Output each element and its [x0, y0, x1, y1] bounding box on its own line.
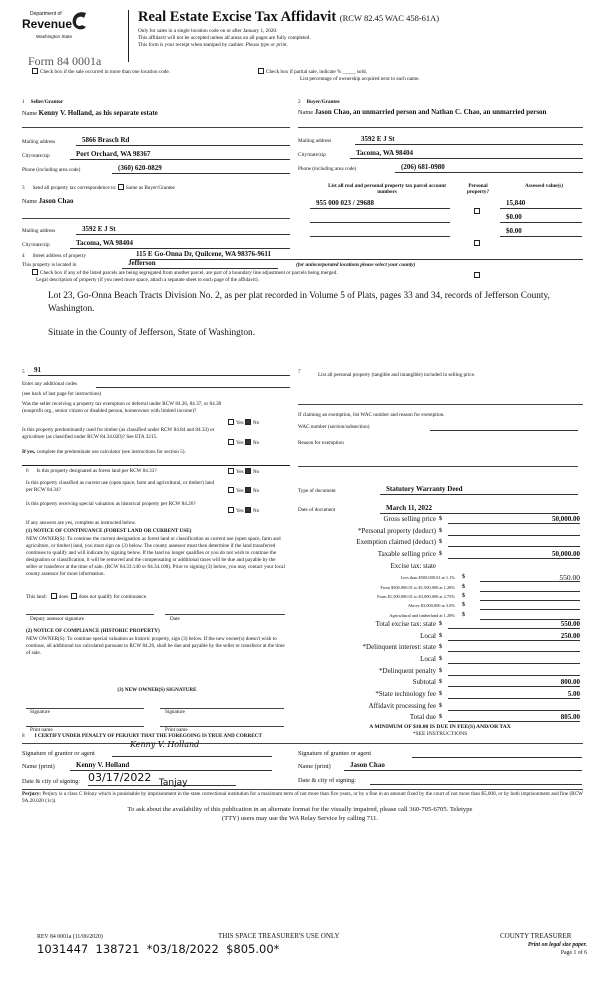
print-name-label: Print name: [30, 727, 53, 733]
county-note: (for unincorporated locations please select your county): [296, 262, 416, 268]
logo-state: Washington State: [36, 34, 73, 39]
calc-value[interactable]: [448, 702, 580, 711]
label: Send all property tax correspondence to:: [32, 185, 117, 192]
calc-value[interactable]: [480, 592, 580, 601]
certify-text: I CERTIFY UNDER PENALTY OF PERJURY THAT THE FOREGOING IS TRUE AND CORRECT: [34, 733, 262, 739]
dollar-sign: $: [462, 602, 465, 609]
note-1: Only for sales in a single location code on or after January 1, 2020.: [138, 28, 278, 34]
tax-corr-name[interactable]: Jason Chao: [38, 197, 74, 205]
parcel-number[interactable]: [310, 228, 450, 237]
grantor-city: Tanjay: [158, 778, 188, 788]
does-not-checkbox[interactable]: [71, 593, 77, 599]
see-instructions: *SEE INSTRUCTIONS: [412, 731, 468, 737]
no-checkbox[interactable]: [245, 439, 251, 445]
grantee-signature-label: Signature of grantee or agent: [298, 750, 372, 757]
partial-sale-checkbox[interactable]: [258, 69, 367, 76]
dor-swirl-icon: [70, 10, 88, 32]
dollar-sign: $: [439, 667, 442, 674]
q-timber: Is this property predominantly used for timber (as classified under RCW 84.84 and 84.33) or agriculture (as classified under RCW 84.34.020)? See ETA 3215.: [22, 427, 215, 440]
label: Yes: [236, 508, 244, 515]
seller-heading: [22, 100, 63, 106]
calc-label: Taxable selling price: [377, 550, 436, 559]
buyer-name[interactable]: Jason Chao, an unmarried person and Nathan C. Chao, an unmarried person: [314, 108, 547, 116]
calc-label: Less than $500,000.01 at 1.1%: [400, 575, 455, 581]
label: Street address of property: [32, 253, 87, 259]
calc-value[interactable]: [480, 611, 580, 620]
property-county[interactable]: Jefferson: [122, 260, 278, 269]
buyer-city[interactable]: Tacoma, WA 98404: [350, 150, 583, 159]
notice-compliance-title: (2) NOTICE OF COMPLIANCE (HISTORIC PROPERTY): [26, 628, 160, 634]
dollar-sign: $: [439, 644, 442, 651]
q-forest: [26, 469, 157, 475]
personal-property-checkbox[interactable]: [474, 208, 480, 214]
dollar-sign: $: [439, 714, 442, 721]
grantee-name[interactable]: Jason Chao: [344, 762, 582, 771]
calc-value[interactable]: [448, 643, 580, 652]
legal-description[interactable]: Lot 23, Go-Onna Beach Tracts Division No. 2, as per plat recorded in Volume 5 of Plats, pages 33 and 34, records of Jefferson County, Washington.: [48, 291, 550, 315]
same-as-buyer-checkbox[interactable]: [118, 184, 124, 190]
calc-value[interactable]: 550.00: [448, 620, 580, 629]
label: No: [252, 469, 260, 476]
calc-label: *Delinquent interest: state: [362, 643, 436, 652]
buyer-mailing-address[interactable]: 3592 E J St: [355, 136, 583, 145]
label: Name: [22, 198, 38, 205]
logo-revenue: Revenue: [22, 17, 73, 31]
dollar-sign: $: [439, 527, 442, 534]
label: No: [252, 488, 260, 495]
calc-label: Above $3,000,000 at 3.0%: [407, 603, 455, 609]
date-label: Date: [170, 616, 180, 622]
doc-date-label: Date of document: [298, 507, 336, 513]
no-checkbox[interactable]: [245, 468, 251, 474]
page-title: [138, 10, 439, 26]
label: Yes: [236, 440, 244, 447]
label: Mailing address: [22, 139, 56, 145]
seller-city[interactable]: Port Orchard, WA 98367: [70, 151, 290, 160]
same-as-buyer-label: Same as Buyer/Grantee: [125, 185, 175, 192]
note-2: This affidavit will not be accepted unless all areas on all pages are fully completed.: [138, 35, 311, 41]
label: City/state/zip: [22, 242, 50, 248]
no-checkbox[interactable]: [245, 487, 251, 493]
label: This property is located in: [22, 262, 77, 268]
legal-description-situate: Situate in the County of Jefferson, State of Washington.: [48, 328, 256, 338]
tax-correspondence-row: [22, 185, 175, 192]
yes-checkbox[interactable]: [228, 439, 234, 445]
dollar-sign: $: [439, 702, 442, 709]
calc-value[interactable]: [480, 601, 580, 610]
calc-value[interactable]: 805.00: [448, 713, 580, 722]
label: City/state/zip: [22, 153, 50, 159]
notice-compliance-text: NEW OWNER(S): To continue special valuation as historic property, sign (3) below. If the new owner(s) doesn't wish to continue, all additional tax calculated pursuant to RCW 84.26, shall be due and payable by the seller or transferor at the time of sale.: [26, 636, 285, 657]
multi-location-checkbox[interactable]: [32, 69, 170, 76]
type-note: Please type or print.: [245, 42, 288, 48]
tax-corr-name-row: [22, 198, 73, 206]
label: Mailing address: [298, 138, 332, 144]
segregated-checkbox[interactable]: [32, 270, 338, 277]
dollar-sign: $: [439, 516, 442, 522]
calc-label: From $500,000.01 to $1,500,000 at 1.28%: [380, 584, 455, 590]
calc-value[interactable]: [448, 667, 580, 676]
dollar-sign: $: [439, 691, 442, 697]
no-checkbox[interactable]: [245, 419, 251, 425]
parcel-number[interactable]: [310, 214, 450, 223]
section-number: 4: [22, 253, 25, 259]
if-yes-note: [22, 449, 237, 456]
street-label: [22, 254, 86, 260]
calc-label: *State technology fee: [375, 690, 436, 698]
section-number: 8: [22, 733, 25, 739]
checkbox[interactable]: [32, 269, 38, 275]
calc-value[interactable]: 5.00: [448, 690, 580, 699]
dollar-sign: $: [439, 655, 442, 662]
revision: REV 84 0001a (11/06/2020): [37, 934, 103, 940]
excise-tax-label: Excise tax: state: [390, 561, 436, 570]
label: does: [58, 594, 69, 601]
grantee-date-city[interactable]: [370, 777, 582, 785]
perjury-note: [22, 791, 583, 806]
dollar-sign: $: [462, 574, 465, 581]
wac-input[interactable]: [430, 423, 578, 431]
does-checkbox[interactable]: [51, 593, 57, 599]
buyer-name-row: [298, 108, 583, 118]
calc-label: Affidavit processing fee: [368, 701, 436, 710]
location-code[interactable]: 91: [28, 367, 290, 376]
seller-phone[interactable]: (360) 620-0829: [112, 165, 290, 174]
alt-format-note: To ask about the availability of this publication in an alternate format for the visually impaired, please call 360-705-6705. Teletype: [127, 806, 473, 813]
notice-continuance-title: (1) NOTICE OF CONTINUANCE (FOREST LAND OR CURRENT USE): [26, 528, 192, 534]
tax-corr-mailing-address[interactable]: 3592 E J St: [76, 226, 290, 235]
section-number: 2: [298, 99, 301, 105]
label: Name: [22, 110, 38, 117]
treasurer-space: THIS SPACE TREASURER'S USE ONLY: [218, 932, 340, 940]
calc-label: Total due: [409, 713, 436, 722]
parcel-number[interactable]: 955 000 023 / 29688: [310, 200, 450, 209]
grantor-signature-label: Signature of grantor or agent: [22, 750, 95, 757]
label: (see back of last page for instructions): [22, 391, 102, 397]
yes-no: [228, 440, 259, 447]
buyer-heading-text: Buyer/Grantee: [306, 99, 340, 105]
personal-property-checkbox[interactable]: [474, 272, 480, 278]
perjury-label: Perjury:: [22, 791, 42, 797]
list-pct-note: List percentage of ownership acquired next to each name.: [300, 76, 420, 82]
yes-checkbox[interactable]: [228, 487, 234, 493]
buyer-phone[interactable]: (206) 681-0980: [395, 164, 583, 173]
new-owner-signature-title: (3) NEW OWNER(S) SIGNATURE: [117, 687, 197, 693]
label: No: [252, 508, 260, 515]
signature-label: Signature: [30, 709, 50, 715]
dollar-sign: $: [439, 620, 442, 627]
seller-name-row: [22, 110, 158, 118]
label: Enter any additional codes: [22, 381, 78, 387]
partial-sale-label: Check box if partial sale, indicate % _____ sold.: [266, 69, 367, 76]
segregated-label: Check box if any of the listed parcels are being segregated from another parcel, are part of a boundary line adjustment or parcels being merged.: [40, 270, 338, 277]
label: does not qualify for continuance.: [78, 594, 148, 601]
calc-value[interactable]: 550.00: [480, 573, 580, 582]
checkbox[interactable]: [258, 68, 264, 74]
if-yes-bold: If yes,: [22, 449, 36, 455]
form-number: Form 84 0001a: [28, 54, 102, 68]
treasurer-stamp: 1031447 138721 *03/18/2022 $805.00*: [37, 942, 280, 956]
section-number: 3: [22, 185, 25, 192]
calc-label: Gross selling price: [383, 515, 436, 523]
yes-checkbox[interactable]: [228, 468, 234, 474]
calc-label: *Personal property (deduct): [357, 526, 436, 535]
assessed-value[interactable]: $0.00: [500, 228, 582, 237]
label: Name (print): [298, 763, 331, 770]
yes-checkbox[interactable]: [228, 507, 234, 513]
label: No: [252, 420, 260, 427]
legal-label: Legal description of property (if you need more space, attach a separate sheet to each page of the affidavit).: [36, 277, 259, 283]
calc-label: Agricultural and timberland at 1.28%: [389, 612, 455, 618]
assessed-value[interactable]: 15,840: [500, 200, 582, 209]
grantee-signature[interactable]: [412, 750, 582, 758]
property-street-address[interactable]: 115 E Go-Onna Dr, Quilcene, WA 98376-9611: [130, 251, 583, 260]
parcel-header: List all real and personal property tax parcel account numbers: [328, 183, 446, 195]
calc-label: Exemption claimed (deduct): [356, 538, 436, 547]
label: Mailing address: [22, 228, 56, 234]
minimum-due-note: A MINIMUM OF $10.00 IS DUE IN FEE(S) AND/OR TAX: [369, 724, 511, 730]
q-historical: Is this property receiving special valuation as historical property per RCW 84.26?: [26, 501, 196, 507]
statute: (RCW 82.45 WAC 458-61A): [339, 13, 440, 23]
label: Name (print): [22, 763, 55, 770]
signature-label: Signature: [165, 709, 185, 715]
dor-logo: [22, 10, 82, 48]
label: Date & city of signing:: [22, 778, 81, 785]
notice-continuance-text: NEW OWNER(S): To continue the current designation as forest land or classification as current use (open space, farm and agriculture, or timber) land, you must sign on (3) below. The county assessor must then determine if the land transferred continues to qualify and will indicate by signing below. If the land no longer qualifies or you do not wish to continue the designation or classification, it will be removed and the compensating or additional taxes will be due and payable by the seller or transferor at the time of sale. (RCW 84.33.140 or 84.34.108). Prior to signing (3) below, you may contact your local county assessor for more information.: [26, 536, 285, 578]
label: Yes: [236, 420, 244, 427]
yes-no: [228, 420, 259, 427]
dollar-sign: $: [462, 592, 465, 599]
if-any-note: If any answers are yes, complete as instructed below.: [26, 520, 137, 526]
perjury-text: Perjury is a class C felony which is punishable by imprisonment in the state correctional institution for a maximum term of not more than five years, or by a fine in an amount fixed by the court of not more than $5,000, or by both imprisonment and fine (RCW 9A.20.020 (1c)).: [22, 791, 584, 805]
dollar-sign: $: [439, 551, 442, 558]
seller-name[interactable]: Kenny V. Holland, as his separate estate: [38, 109, 158, 117]
deputy-signature-label: Deputy assessor signature: [30, 616, 84, 622]
label: Is this property designated as forest land per RCW 84.33?: [36, 468, 157, 474]
wac-label: WAC number (section/subsection): [298, 424, 370, 430]
assessed-value-header: Assessed value(s): [525, 183, 563, 189]
label: No: [252, 440, 260, 447]
section-number: 5: [22, 369, 25, 375]
print-name-label: Print name: [165, 727, 188, 733]
calc-value[interactable]: 50,000.00: [448, 515, 580, 524]
personal-property-label: List all personal property (tangible and intangible) included in selling price.: [318, 372, 476, 378]
calc-label: *Delinquent penalty: [379, 666, 436, 675]
grantor-date-city[interactable]: [88, 772, 236, 786]
calc-value[interactable]: 50,000.00: [448, 550, 580, 559]
calc-value[interactable]: 800.00: [448, 678, 580, 687]
personal-property-checkbox[interactable]: [474, 240, 480, 246]
title-text: Real Estate Excise Tax Affidavit: [138, 9, 337, 25]
calc-value[interactable]: [448, 538, 580, 547]
buyer-heading: [298, 100, 340, 106]
exemption-label: If claiming an exemption, list WAC number and reason for exemption.: [298, 412, 445, 418]
document-type[interactable]: Statutory Warranty Deed: [380, 486, 578, 495]
dollar-sign: $: [439, 632, 442, 639]
label: Phone (including area code): [298, 166, 357, 172]
seller-mailing-address[interactable]: 5866 Brasch Rd: [76, 137, 290, 146]
dollar-sign: $: [462, 611, 465, 618]
yes-no: [228, 469, 259, 476]
calc-label: Total excise tax: state: [375, 619, 436, 628]
multi-location-label: Check box if the sale occurred in more than one location code.: [40, 69, 170, 76]
grantor-signature[interactable]: Kenny V. Holland: [112, 741, 272, 757]
grantor-name[interactable]: Kenny V. Holland: [70, 762, 272, 771]
label: City/state/zip: [298, 152, 326, 158]
seller-heading-text: Seller/Grantor: [30, 99, 64, 105]
tax-corr-city[interactable]: Tacoma, WA 98404: [70, 240, 290, 249]
label: Date & city of signing:: [298, 777, 357, 784]
reason-label: Reason for exemption: [298, 440, 344, 446]
label: Phone (including area code): [22, 167, 81, 173]
dollar-sign: $: [439, 679, 442, 686]
tty-note: (TTY) users may use the WA Relay Service by calling 711.: [221, 815, 379, 822]
assessed-value[interactable]: $0.00: [500, 214, 582, 223]
calc-value[interactable]: [448, 655, 580, 664]
logo-dept: Department of: [30, 11, 62, 17]
personal-property-header: Personal property?: [466, 183, 490, 195]
certify-row: [22, 734, 262, 740]
section-number: 7: [298, 369, 301, 375]
no-checkbox[interactable]: [245, 507, 251, 513]
note-3: [138, 43, 288, 49]
if-yes-text: complete the predominate use calculator (see instructions for section 5).: [35, 449, 186, 455]
page-number: Page 1 of 6: [560, 950, 587, 956]
label: Yes: [236, 488, 244, 495]
doc-type-label: Type of document: [298, 488, 336, 494]
checkbox[interactable]: [32, 68, 38, 74]
calc-label: Local: [420, 631, 436, 640]
calc-label: Local: [420, 654, 436, 663]
section-number: 1: [22, 99, 25, 105]
label: This land:: [26, 594, 47, 601]
document-date[interactable]: March 11, 2022: [380, 505, 578, 514]
yes-checkbox[interactable]: [228, 419, 234, 425]
q-exemption: Was the seller receiving a property tax exemption or deferral under RCW 84.36, 84.37, or 84.38 (nonprofit org., senior citizen or disabled person, homeowner with limited income)?: [22, 401, 222, 414]
q-current-use: Is this property classified as current use (open space, farm and agricultural, or timber) land per RCW 84.34?: [26, 480, 215, 493]
yes-no: [228, 488, 259, 495]
grantor-date: 03/17/2022: [88, 771, 152, 784]
calc-value[interactable]: [448, 527, 580, 536]
label: Name: [298, 109, 314, 116]
calc-value[interactable]: [480, 583, 580, 592]
note-3-text: This form is your receipt when stamped by cashier.: [138, 42, 245, 48]
section-number: 6: [26, 468, 29, 474]
dollar-sign: $: [439, 539, 442, 546]
calc-value[interactable]: 250.00: [448, 632, 580, 641]
yes-no: [228, 508, 259, 515]
calc-label: Subtotal: [412, 678, 436, 687]
label: Yes: [236, 469, 244, 476]
county-treasurer: COUNTY TREASURER: [500, 932, 572, 940]
additional-codes-input[interactable]: [96, 380, 290, 388]
this-land-row: [26, 594, 147, 601]
dollar-sign: $: [462, 583, 465, 590]
legal-paper-note: Print on legal size paper.: [527, 942, 587, 948]
calc-label: From $1,500,000.01 to $3,000,000 at 2.75%: [377, 593, 455, 599]
